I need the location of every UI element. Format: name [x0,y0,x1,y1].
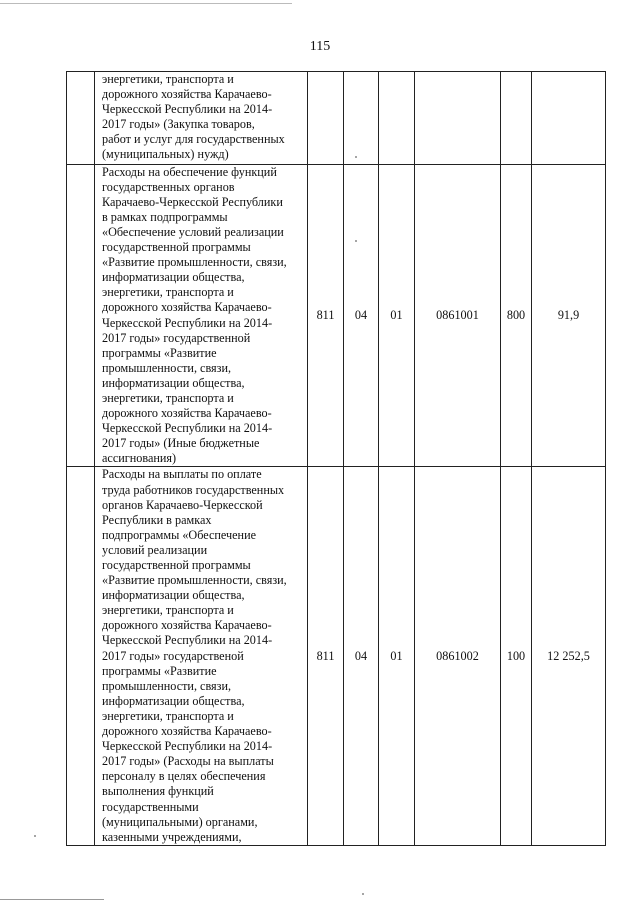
target-item-code-cell [415,72,501,165]
table-row [67,467,606,845]
expense-type-code-cell [501,72,532,165]
expense-type-code-cell: 100 [501,467,532,845]
expense-name-cell [95,467,308,845]
table-row [67,72,606,165]
amount-cell: 12 252,5 [532,467,606,845]
ministry-code-cell: 811 [308,164,344,467]
page-number: 115 [309,39,331,54]
subsection-code-cell [379,72,415,165]
subsection-code-cell: 01 [379,467,415,845]
section-code-cell [344,72,379,165]
amount-cell: 91,9 [532,164,606,467]
expense-name-cell [95,72,308,165]
expense-name: энергетики, транспорта и дорожного хозяйства Карачаево- Черкесской Республики на 2014- 2017 годы» (Закупка товаров, работ и услуг для государственных (муниципальных) нужд) [102,72,285,162]
section-code-cell: 04 [344,164,379,467]
budget-table [66,71,606,846]
target-item-code-cell: 0861002 [415,467,501,845]
row-blank-cell [67,72,95,165]
target-item-code-cell: 0861001 [415,164,501,467]
expense-name: Расходы на выплаты по оплате труда работников государственных органов Карачаево-Черкесской Республики в рамках подпрограммы «Обеспечение условий реализации государственной программы «Развитие промышленности, связи, информатизации общества, энергетики, транспорта и дорожного хозяйства Карачаево- Черкесской Республики на 2014- 2017 годы» государственой программы «Развитие промышленности, связи, информатизации общества, энергетики, транспорта и дорожного хозяйства Карачаево- Черкесской Республики на 2014- 2017 годы» (Расходы на выплаты персоналу в целях обеспечения выполнения функций государственными (муниципальными) органами, казенными учреждениями, [102,467,287,844]
table-row [67,164,606,467]
scan-artifact-bottom-line [0,899,104,900]
expense-type-code-cell: 800 [501,164,532,467]
scan-artifact-top-line [0,3,292,4]
section-code-cell: 04 [344,467,379,845]
expense-name-cell [95,164,308,467]
ministry-code-cell: 811 [308,467,344,845]
scan-speck [34,835,36,837]
ministry-code-cell [308,72,344,165]
subsection-code-cell: 01 [379,164,415,467]
row-blank-cell [67,164,95,467]
expense-name: Расходы на обеспечение функций государственных органов Карачаево-Черкесской Республики в рамках подпрограммы «Обеспечение условий реализации государственной программы «Развитие промышленности, связи, информатизации общества, энергетики, транспорта и дорожного хозяйства Карачаево- Черкесской Республики на 2014- 2017 годы» государственной программы «Развитие промышленности, связи, информатизации общества, энергетики, транспорта и дорожного хозяйства Карачаево- Черкесской Республики на 2014- 2017 годы» (Иные бюджетные ассигнования) [102,164,287,466]
row-blank-cell [67,467,95,845]
amount-cell [532,72,606,165]
scan-speck [362,893,364,895]
